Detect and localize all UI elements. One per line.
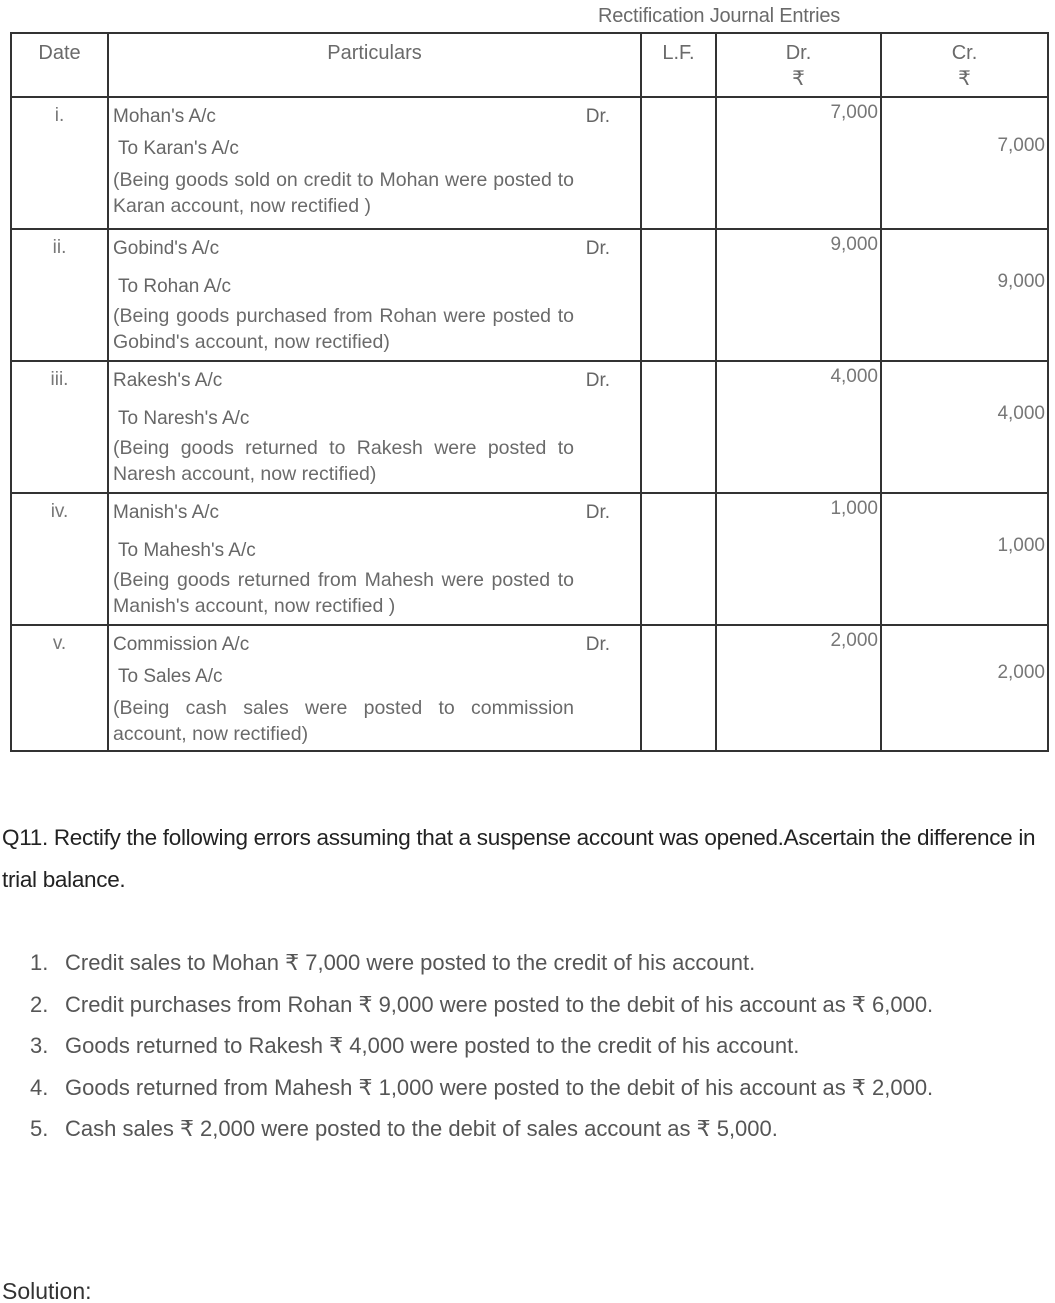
- entry-lf: [641, 229, 716, 361]
- header-cr-label: Cr.: [951, 42, 978, 64]
- entry-dr-amount: 1,000: [716, 493, 881, 625]
- entry-date: iv.: [11, 493, 108, 625]
- dr-marker: Dr.: [585, 634, 610, 655]
- table-row: [11, 625, 1048, 751]
- credit-account: To Naresh's A/c: [118, 408, 250, 429]
- debit-line: [113, 631, 610, 658]
- header-lf: [641, 33, 716, 97]
- entry-particulars: [108, 229, 641, 361]
- entry-dr-amount: 7,000: [716, 97, 881, 229]
- debit-account: Gobind's A/c: [113, 238, 220, 259]
- entry-lf: [641, 625, 716, 751]
- entry-dr-amount: 2,000: [716, 625, 881, 751]
- entry-date: i.: [11, 97, 108, 229]
- debit-line: [113, 367, 610, 394]
- entry-particulars: [108, 361, 641, 493]
- narration: (Being goods returned from Mahesh were posted to Manish's account, now rectified ): [113, 569, 574, 617]
- header-dr: [716, 33, 881, 97]
- debit-account: Commission A/c: [113, 634, 250, 655]
- debit-line: [113, 103, 610, 130]
- list-item: [30, 984, 1020, 1026]
- errors-list: [30, 942, 1020, 1150]
- debit-line: [113, 235, 610, 262]
- list-item-text: Goods returned to Rakesh ₹ 4,000 were posted to the credit of his account.: [65, 1033, 800, 1058]
- entry-particulars: [108, 625, 641, 751]
- entry-particulars: [108, 97, 641, 229]
- list-item: [30, 1025, 1020, 1067]
- header-date: [11, 33, 108, 97]
- table-row: [11, 361, 1048, 493]
- entry-lf: [641, 493, 716, 625]
- list-item-text: Goods returned from Mahesh ₹ 1,000 were posted to the debit of his account as ₹ 2,000.: [65, 1074, 934, 1100]
- dr-marker: Dr.: [585, 370, 610, 391]
- header-date-label: Date: [38, 42, 81, 64]
- list-item-text: Credit purchases from Rohan ₹ 9,000 were posted to the debit of his account as ₹ 6,000.: [65, 991, 934, 1017]
- entry-dr-amount: 4,000: [716, 361, 881, 493]
- narration: (Being goods sold on credit to Mohan were posted to Karan account, now rectified ): [113, 169, 574, 217]
- list-item: [30, 942, 1020, 984]
- narration: (Being goods returned to Rakesh were posted to Naresh account, now rectified): [113, 437, 574, 485]
- table-header-row: [11, 33, 1048, 97]
- credit-account: To Karan's A/c: [118, 138, 239, 159]
- entry-cr-amount: 7,000: [881, 97, 1048, 229]
- entry-cr-amount: 2,000: [881, 625, 1048, 751]
- narration: (Being goods purchased from Rohan were posted to Gobind's account, now rectified): [113, 305, 574, 353]
- entry-cr-amount: 1,000: [881, 493, 1048, 625]
- rupee-symbol-icon: ₹: [958, 68, 971, 90]
- list-item-text: Cash sales ₹ 2,000 were posted to the debit of sales account as ₹ 5,000.: [65, 1116, 778, 1141]
- narration: (Being cash sales were posted to commission account, now rectified): [113, 697, 574, 745]
- table-caption: Rectification Journal Entries: [598, 5, 841, 27]
- dr-marker: Dr.: [585, 502, 610, 523]
- question-text: Q11. Rectify the following errors assuming that a suspense account was opened.Ascertain the difference in trial balance.: [2, 825, 1036, 892]
- list-item: [30, 1108, 1020, 1150]
- table-row: [11, 493, 1048, 625]
- debit-account: Mohan's A/c: [113, 106, 216, 127]
- debit-account: Manish's A/c: [113, 502, 220, 523]
- credit-account: To Sales A/c: [118, 666, 223, 687]
- entry-cr-amount: 4,000: [881, 361, 1048, 493]
- header-cr: [881, 33, 1048, 97]
- credit-account: To Mahesh's A/c: [118, 540, 256, 561]
- entry-particulars: [108, 493, 641, 625]
- debit-account: Rakesh's A/c: [113, 370, 223, 391]
- list-item-text: Credit sales to Mohan ₹ 7,000 were posted to the credit of his account.: [65, 950, 756, 975]
- dr-marker: Dr.: [585, 238, 610, 259]
- solution-heading: Solution:: [2, 1278, 92, 1303]
- entry-lf: [641, 361, 716, 493]
- list-item-number: 1.: [30, 950, 49, 975]
- entry-cr-amount: 9,000: [881, 229, 1048, 361]
- header-lf-label: L.F.: [662, 42, 695, 64]
- rectification-journal-table: [10, 32, 1049, 752]
- entry-lf: [641, 97, 716, 229]
- dr-marker: Dr.: [585, 106, 610, 127]
- rupee-symbol-icon: ₹: [792, 68, 805, 90]
- header-particulars: [108, 33, 641, 97]
- list-item-number: 2.: [30, 991, 49, 1017]
- entry-dr-amount: 9,000: [716, 229, 881, 361]
- entry-date: ii.: [11, 229, 108, 361]
- entry-date: v.: [11, 625, 108, 751]
- list-item-number: 5.: [30, 1116, 49, 1141]
- table-row: [11, 97, 1048, 229]
- header-dr-label: Dr.: [785, 42, 812, 64]
- entry-date: iii.: [11, 361, 108, 493]
- table-row: [11, 229, 1048, 361]
- list-item-number: 3.: [30, 1033, 49, 1058]
- header-particulars-label: Particulars: [327, 42, 422, 64]
- debit-line: [113, 499, 610, 526]
- list-item-number: 4.: [30, 1074, 49, 1100]
- credit-account: To Rohan A/c: [118, 276, 232, 297]
- list-item: [30, 1067, 1020, 1109]
